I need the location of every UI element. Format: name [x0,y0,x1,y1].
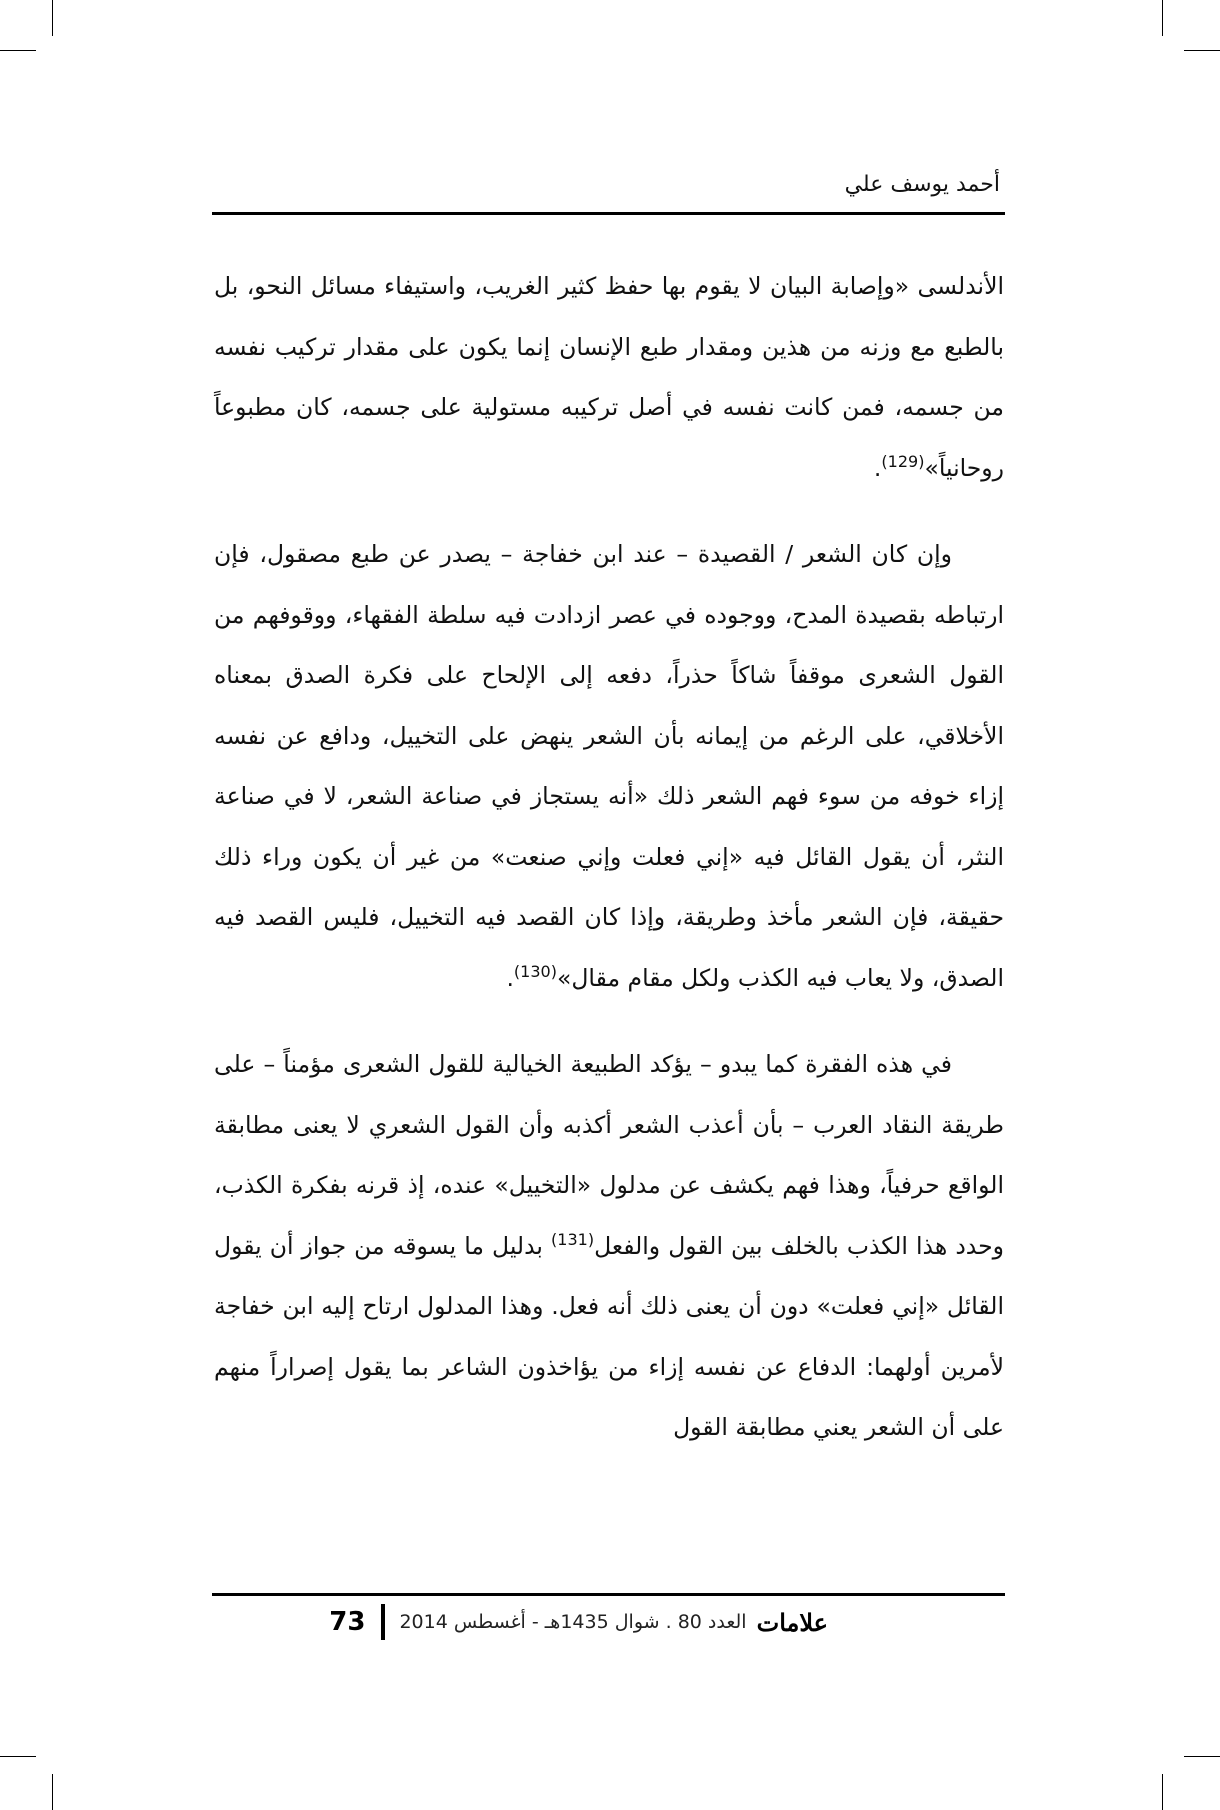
page-number: 73 [329,1607,366,1637]
paragraph-text: في هذه الفقرة كما يبدو – يؤكد الطبيعة الخيالية للقول الشعرى مؤمناً – على طريقة النقاد العرب – بأن أعذب الشعر أكذبه وأن القول الشعري لا يعنى مطابقة الواقع حرفياً، وهذا فهم يكشف عن مدلول «التخييل» عنده، إذ قرنه بفكرة الكذب، وحدد هذا الكذب بالخلف بين القول والفعل [214,1050,1005,1260]
page-footer [218,1600,828,1644]
footer-rule [212,1593,1005,1596]
running-head-author: أحمد يوسف علي [844,172,1000,197]
paragraph-text: بدليل ما يسوقه من جواز أن يقول القائل «إني فعلت» دون أن يعنى ذلك أنه فعل. وهذا المدلول ارتاح إليه ابن خفاجة لأمرين أولهما: الدفاع عن نفسه إزاء من يؤاخذون الشاعر بما يقول إصراراً منهم على أن الشعر يعني مطابقة القول [214,1231,1004,1441]
punctuation: . [506,963,514,992]
crop-mark [52,1774,53,1810]
footnote-ref: (131) [551,1229,595,1249]
crop-mark [1184,1756,1220,1757]
crop-mark [1162,0,1163,36]
paragraph-text: الأندلسى «وإصابة البيان لا يقوم بها حفظ كثير الغريب، واستيفاء مسائل النحو، بل بالطبع مع وزنه من هذين ومقدار طبع الإنسان إنما يكون على مقدار تركيب نفسه من جسمه، فمن كانت نفسه في أصل تركيبه مستولية على جسمه، كان مطبوعاً روحانياً» [214,272,1004,482]
body-text [214,256,1004,1458]
footnote-ref: (129) [881,451,925,471]
issue-info: العدد 80 . شوال 1435هـ - أغسطس 2014 [399,1611,747,1633]
journal-logo: علامات [756,1607,828,1637]
paragraph-text: وإن كان الشعر / القصيدة – عند ابن خفاجة – يصدر عن طبع مصقول، فإن ارتباطه بقصيدة المدح، ووجوده في عصر ازدادت فيه سلطة الفقهاء، ووقوفهم من القول الشعرى موقفاً شاكاً حذراً، دفعه إلى الإلحاح على فكرة الصدق بمعناه الأخلاقي، على الرغم من إيمانه بأن الشعر ينهض على التخييل، ودافع عن نفسه إزاء خوفه من سوء فهم الشعر ذلك «أنه يستجاز في صناعة الشعر، لا في صناعة النثر، أن يقول القائل فيه «إني فعلت وإني صنعت» من غير أن يكون وراء ذلك حقيقة، فإن الشعر مأخذ وطريقة، وإذا كان القصد فيه التخييل، فليس القصد فيه الصدق، ولا يعاب فيه الكذب ولكل مقام مقال» [214,540,1004,992]
paragraph-3 [214,1034,1004,1458]
crop-mark [52,0,53,36]
crop-mark [0,1756,36,1757]
punctuation: . [873,453,882,482]
crop-mark [1184,50,1220,51]
crop-mark [1162,1774,1163,1810]
footer-divider [381,1604,385,1640]
paragraph-2 [214,524,1004,1008]
paragraph-1 [214,256,1004,498]
crop-mark [0,50,36,51]
footnote-ref: (130) [513,961,557,981]
header-rule [212,212,1005,215]
